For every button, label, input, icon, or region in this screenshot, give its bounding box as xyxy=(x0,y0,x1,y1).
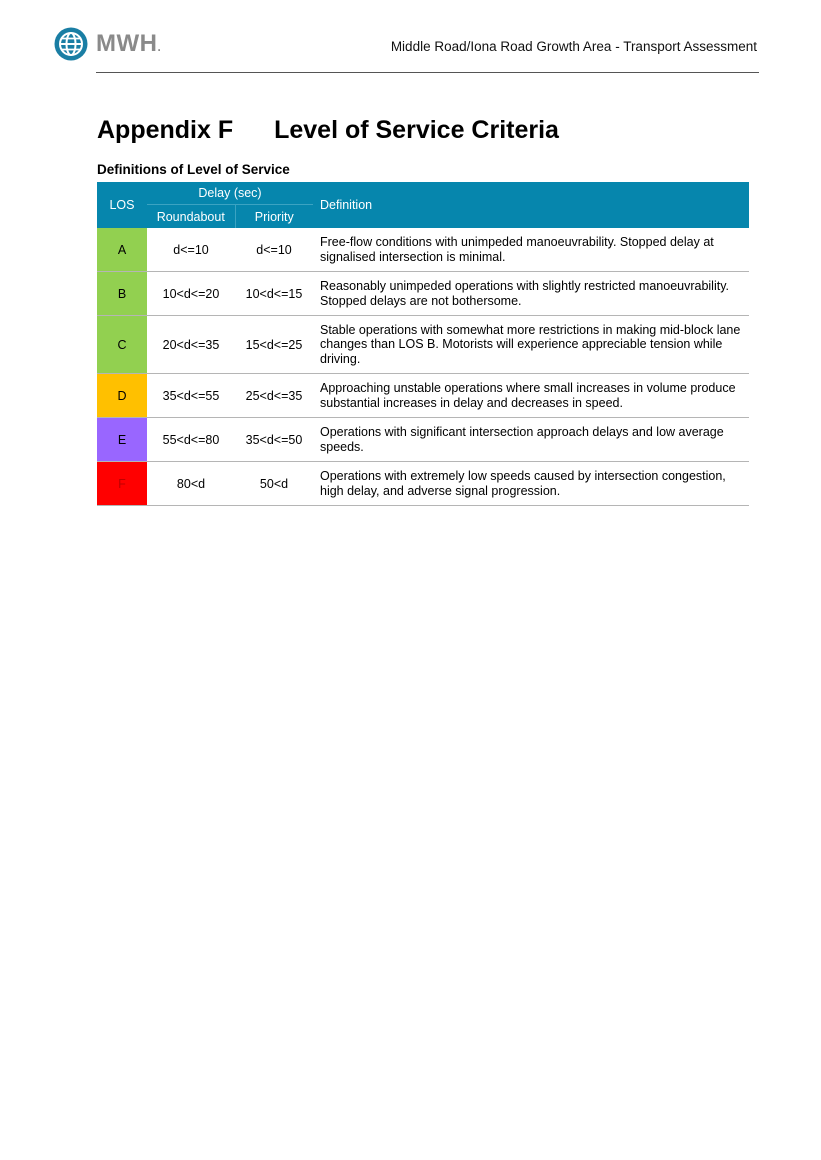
priority-delay-cell: 10<d<=15 xyxy=(235,272,313,316)
priority-delay-cell: 35<d<=50 xyxy=(235,418,313,462)
los-grade-cell: E xyxy=(97,418,147,462)
table-row xyxy=(97,316,749,374)
roundabout-delay-cell: 55<d<=80 xyxy=(147,418,235,462)
definition-cell: Approaching unstable operations where small increases in volume produce substantial increases in delay and decreases in speed. xyxy=(313,374,749,418)
definition-cell: Free-flow conditions with unimpeded manoeuvrability. Stopped delay at signalised intersection is minimal. xyxy=(313,228,749,272)
logo-text: MWH. xyxy=(96,30,162,57)
header-los: LOS xyxy=(97,182,147,228)
definition-cell: Operations with extremely low speeds caused by intersection congestion, high delay, and adverse signal progression. xyxy=(313,462,749,506)
mwh-logo xyxy=(54,27,161,61)
priority-delay-cell: 50<d xyxy=(235,462,313,506)
priority-delay-cell: 15<d<=25 xyxy=(235,316,313,374)
priority-delay-cell: d<=10 xyxy=(235,228,313,272)
page-title xyxy=(97,116,559,145)
table-row xyxy=(97,228,749,272)
header-roundabout: Roundabout xyxy=(147,205,235,229)
header-delay: Delay (sec) xyxy=(147,182,313,205)
roundabout-delay-cell: 80<d xyxy=(147,462,235,506)
definition-cell: Reasonably unimpeded operations with slightly restricted manoeuvrability. Stopped delays are not bothersome. xyxy=(313,272,749,316)
document-title: Middle Road/Iona Road Growth Area - Transport Assessment xyxy=(390,39,757,54)
priority-delay-cell: 25<d<=35 xyxy=(235,374,313,418)
table-row xyxy=(97,418,749,462)
globe-icon xyxy=(54,27,88,61)
los-grade-cell: B xyxy=(97,272,147,316)
header-priority: Priority xyxy=(235,205,313,229)
definition-cell: Stable operations with somewhat more restrictions in making mid-block lane changes than LOS B. Motorists will experience appreciable tension while driving. xyxy=(313,316,749,374)
los-grade-cell: D xyxy=(97,374,147,418)
roundabout-delay-cell: d<=10 xyxy=(147,228,235,272)
roundabout-delay-cell: 35<d<=55 xyxy=(147,374,235,418)
table-row xyxy=(97,272,749,316)
los-grade-cell: F xyxy=(97,462,147,506)
table-row xyxy=(97,462,749,506)
appendix-label: Appendix xyxy=(97,116,211,144)
appendix-title: Level of Service Criteria xyxy=(274,116,559,144)
header-divider xyxy=(96,72,759,73)
roundabout-delay-cell: 20<d<=35 xyxy=(147,316,235,374)
section-heading: Definitions of Level of Service xyxy=(97,162,290,177)
table-row xyxy=(97,374,749,418)
definition-cell: Operations with significant intersection approach delays and low average speeds. xyxy=(313,418,749,462)
header-definition: Definition xyxy=(313,182,749,228)
los-grade-cell: C xyxy=(97,316,147,374)
roundabout-delay-cell: 10<d<=20 xyxy=(147,272,235,316)
los-table xyxy=(97,182,749,506)
los-grade-cell: A xyxy=(97,228,147,272)
appendix-letter: F xyxy=(217,116,234,144)
